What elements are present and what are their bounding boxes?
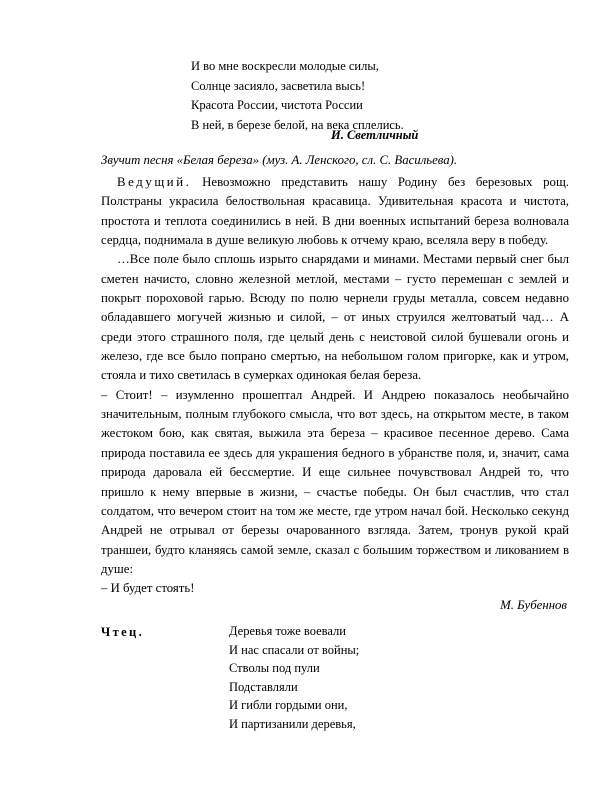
poem-line: И партизанили деревья, <box>229 716 356 731</box>
prose-paragraph: …Все поле было сплошь изрыто снарядами и минами. Местами первый снег был сметен начисто, словно железной метлой, местами – густо перемешан с землей и покрыт пороховой гарью. Всюду по полю чернели груды металла, совсем недавно обладавшего могучей жизнью и силой, – от иных струился желтоватый чад… А среди этого страшного поля, где целый день с неистовой силой бушевали огонь и железо, где все было попрано смертью, на небольшом голом пригорке, как и утром, стояла и тихо светилась в сумерках одинокая белая береза. <box>101 252 569 383</box>
prose-text <box>101 173 569 599</box>
song-note: Звучит песня «Белая береза» (муз. А. Ленского, сл. С. Васильева). <box>101 153 458 167</box>
poem-line: Стволы под пули <box>229 661 320 675</box>
prose-paragraph: – И будет стоять! <box>101 581 195 596</box>
prose-paragraph: – Стоит! – изумленно прошептал Андрей. И Андрею показалось необычайно значительным, полным глубокого смысла, что вот здесь, на открытом месте, в таком жестоком бою, как святая, выжила эта береза – красивое песенное дерево. Сама природа поставила ее здесь для украшения бедного в убранстве поля, и, значит, сама природа даровала ей бессмертие. И еще сильнее почувствовал Андрей то, что пришло к нему впервые в жизни, – счастье победы. Он был счастлив, что стал солдатом, что вечером стоит на том же месте, где утром начал бой. Несколько секунд Андрей не отрывал от березы очарованного взгляда. Затем, тронув рукой край траншеи, будто кланяясь самой земле, сказал с большим торжеством и ликованием в душе: <box>101 387 569 576</box>
poem-line: И гибли гордыми они, <box>229 698 348 712</box>
prose-paragraph <box>101 173 569 250</box>
poem-line: Красота России, чистота России <box>191 98 363 112</box>
poem-line: Подставляли <box>229 679 298 694</box>
poem-line: В ней, в березе белой, на века сплелись. <box>191 117 404 132</box>
poem-stanza-top <box>191 57 404 135</box>
poem-stanza-bottom <box>229 622 359 733</box>
paragraph-text: Невозможно представить нашу Родину без березовых рощ. Полстраны украсила белоствольная красавица. Удивительная красота и чистота, простота и теплота соединились в ней. В дни военных испытаний береза волновала сердца, поднимала в душе великую любовь к отчему краю, вселяла веру в победу. <box>101 175 570 248</box>
prose-author: М. Бубеннов <box>500 598 567 612</box>
poem-line: И нас спасали от войны; <box>229 642 360 657</box>
poem-line: Солнце засияло, засветила высь! <box>191 78 366 93</box>
speaker-label: Ведущий. <box>117 175 192 189</box>
reader-label: Чтец. <box>101 625 145 639</box>
poem-line: Деревья тоже воевали <box>229 624 346 638</box>
poem-author: И. Светличный <box>331 128 419 142</box>
poem-line: И во мне воскресли молодые силы, <box>191 59 379 73</box>
